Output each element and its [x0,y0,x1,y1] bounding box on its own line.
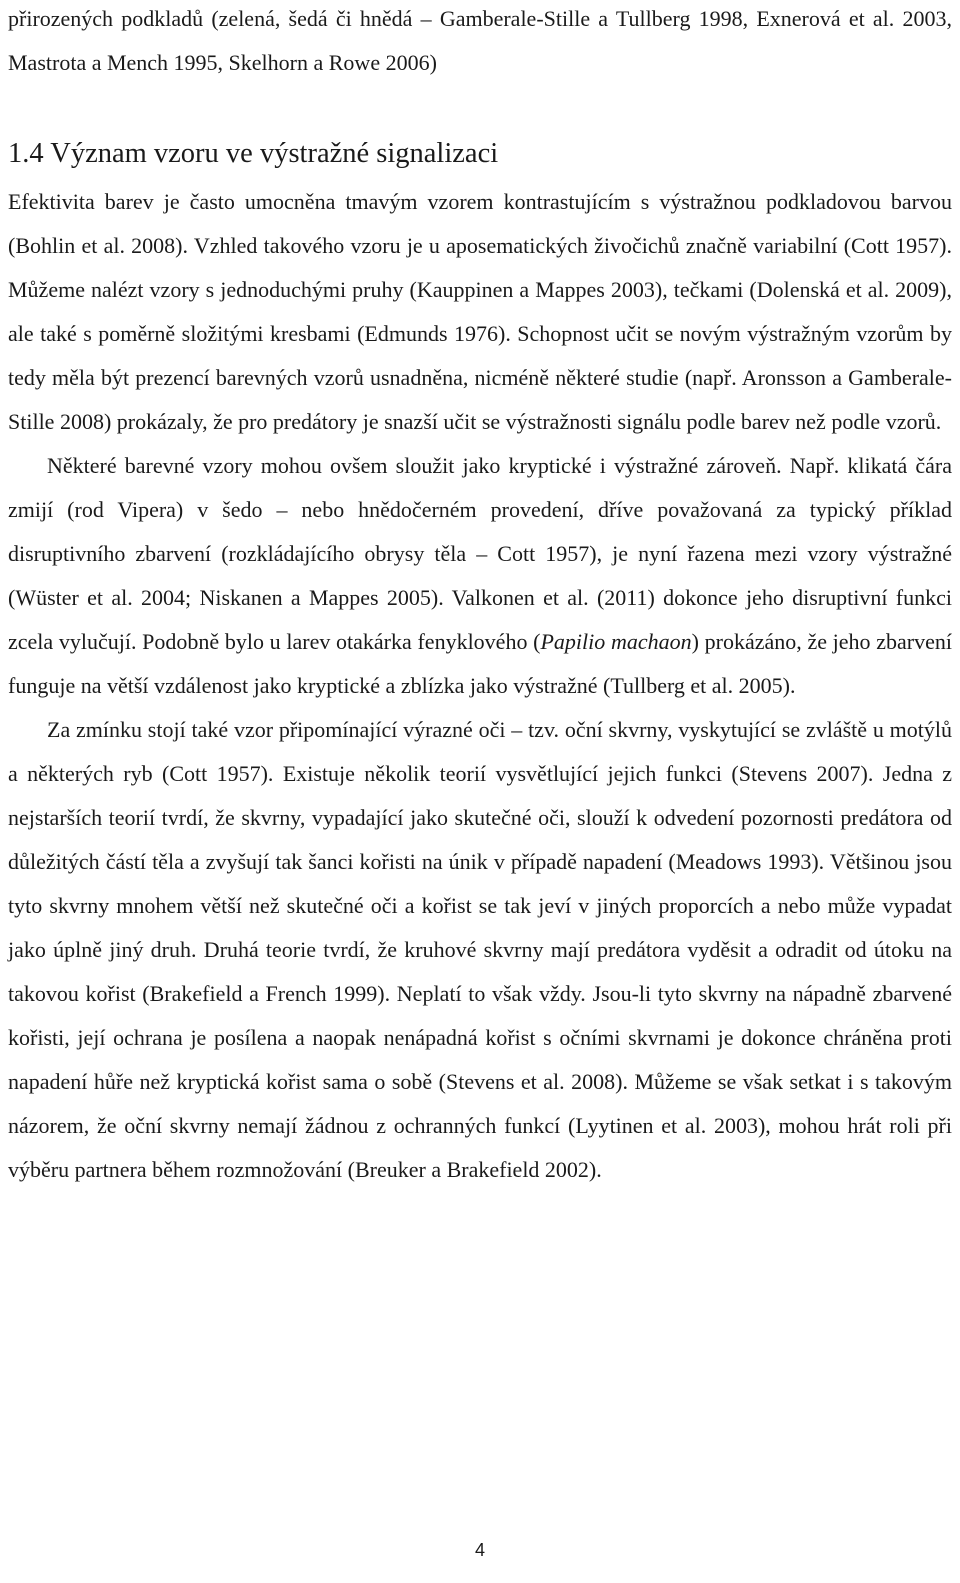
species-name: Papilio machaon [540,629,692,654]
paragraph-text-before-species: Některé barevné vzory mohou ovšem sloužit jako kryptické i výstražné zároveň. Např. klikatá čára zmijí (rod Vipera) v šedo – nebo hnědočerném provedení, dříve považovaná za typický příklad disruptivního zbarvení (rozkládajícího obrysy těla – Cott 1957), je nyní řazena mezi vzory výstražné (Wüster et al. 2004; Niskanen a Mappes 2005). Valkonen et al. (2011) dokonce jeho disruptivní funkci zcela vylučují. Podobně bylo u larev otakárka fenyklového ( [8,453,952,654]
page-number: 4 [474,1540,485,1560]
document-page [8,0,952,1192]
paragraph-eyespots: Za zmínku stojí také vzor připomínající výrazné oči – tzv. oční skvrny, vyskytující se zvláště u motýlů a některých ryb (Cott 1957). Existuje několik teorií vysvětlující jejich funkci (Stevens 2007). Jedna z nejstarších teorií tvrdí, že skvrny, vypadající jako skutečné oči, slouží k odvedení pozornosti predátora od důležitých částí těla a zvyšují tak šanci kořisti na únik v případě napadení (Meadows 1993). Většinou jsou tyto skvrny mnohem větší než skutečné oči a kořist se tak jeví v jiných proporcích a nebo může vypadat jako úplně jiný druh. Druhá teorie tvrdí, že kruhové skvrny mají predátora vyděsit a odradit od útoku na takovou kořist (Brakefield a French 1999). Neplatí to však vždy. Jsou-li tyto skvrny na nápadně zbarvené kořisti, její ochrana je posílena a naopak nenápadná kořist s očními skvrnami je dokonce chráněna proti napadení hůře než kryptická kořist sama o sobě (Stevens et al. 2008). Můžeme se však setkat i s takovým názorem, že oční skvrny nemají žádnou z ochranných funkcí (Lyytinen et al. 2003), mohou hrát roli při výběru partnera během rozmnožování (Breuker a Brakefield 2002). [8,717,952,1182]
continuation-paragraph: přirozených podkladů (zelená, šedá či hnědá – Gamberale-Stille a Tullberg 1998, Exnerová et al. 2003, Mastrota a Mench 1995, Skelhorn a Rowe 2006) [8,6,952,75]
paragraph-pattern-effectiveness: Efektivita barev je často umocněna tmavým vzorem kontrastujícím s výstražnou podkladovou barvou (Bohlin et al. 2008). Vzhled takového vzoru je u aposematických živočichů značně variabilní (Cott 1957). Můžeme nalézt vzory s jednoduchými pruhy (Kauppinen a Mappes 2003), tečkami (Dolenská et al. 2009), ale také s poměrně složitými kresbami (Edmunds 1976). Schopnost učit se novým výstražným vzorům by tedy měla být prezencí barevných vzorů usnadněna, nicméně některé studie (např. Aronsson a Gamberale-Stille 2008) prokázaly, že pro predátory je snazší učit se výstražnosti signálu podle barev než podle vzorů. [8,189,952,434]
paragraph-cryptic-warning [8,444,952,708]
section-heading: 1.4 Význam vzoru ve výstražné signalizaci [8,138,499,169]
paragraph-text-after-species: ) prokázáno, že jeho zbarvení funguje na větší vzdálenost jako kryptické a zblízka jako výstražné (Tullberg et al. 2005). [8,629,952,698]
